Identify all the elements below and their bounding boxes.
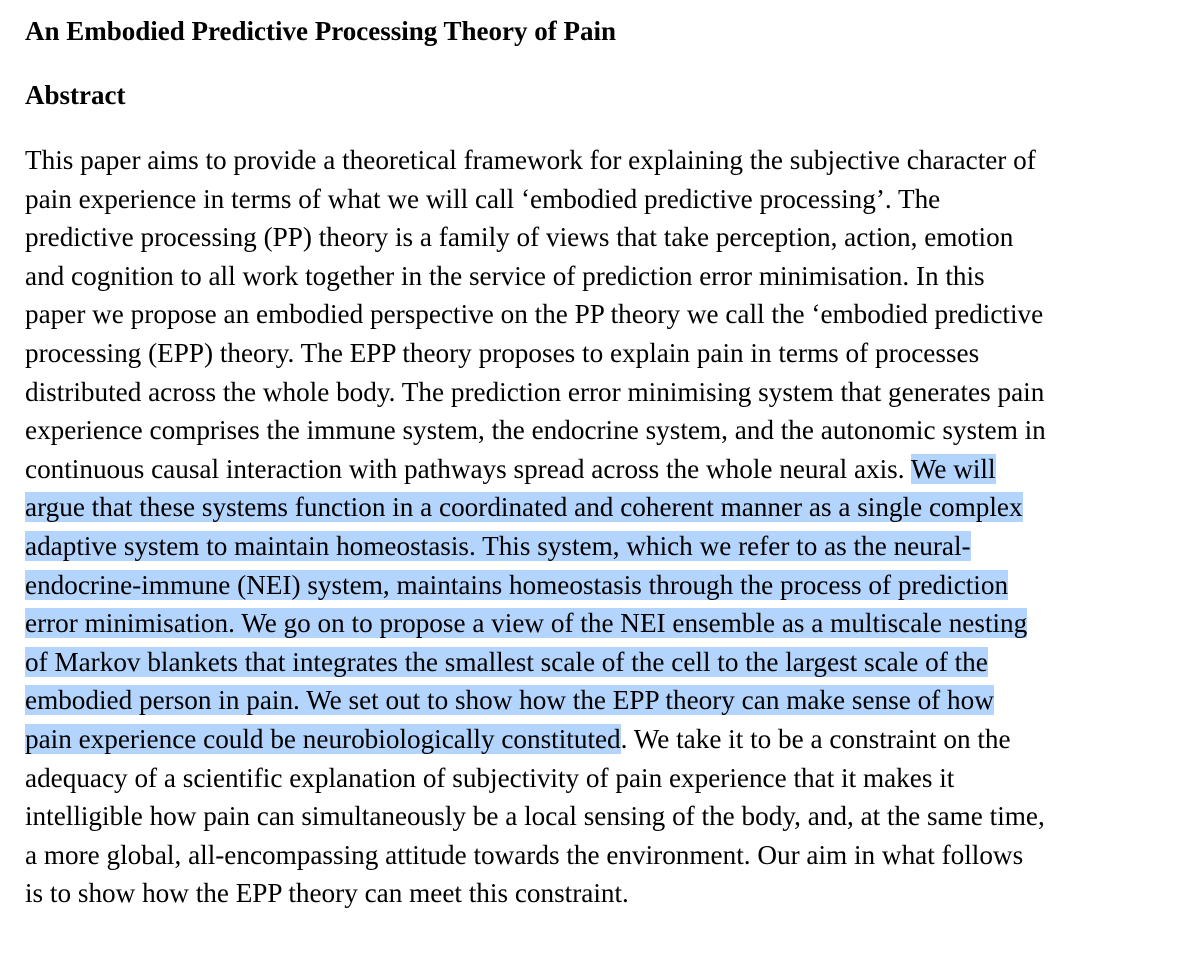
abstract-line xyxy=(25,836,1185,875)
abstract-heading: Abstract xyxy=(25,80,126,110)
abstract-line xyxy=(25,141,1185,180)
highlighted-selection: embodied person in pain. We set out to show how the EPP theory can make sense of how xyxy=(25,685,994,716)
text-segment: intelligible how pain can simultaneously be a local sensing of the body, and, at the same time, xyxy=(25,801,1045,832)
highlighted-selection: error minimisation. We go on to propose a view of the NEI ensemble as a multiscale nesting xyxy=(25,608,1028,639)
abstract-line xyxy=(25,180,1185,219)
abstract-line xyxy=(25,797,1185,836)
text-segment: adequacy of a scientific explanation of subjectivity of pain experience that it makes it xyxy=(25,762,955,793)
abstract-line xyxy=(25,450,1185,489)
abstract-line xyxy=(25,604,1185,643)
text-segment: experience comprises the immune system, the endocrine system, and the autonomic system in xyxy=(25,415,1046,446)
text-segment: predictive processing (PP) theory is a family of views that take perception, action, emotion xyxy=(25,222,1014,253)
paper-title: An Embodied Predictive Processing Theory of Pain xyxy=(25,16,616,46)
abstract-line xyxy=(25,643,1185,682)
highlighted-selection: adaptive system to maintain homeostasis. This system, which we refer to as the neural- xyxy=(25,530,971,561)
highlighted-selection: argue that these systems function in a coordinated and coherent manner as a single complex xyxy=(25,492,1023,523)
text-segment: processing (EPP) theory. The EPP theory proposes to explain pain in terms of processes xyxy=(25,337,980,368)
highlighted-selection: of Markov blankets that integrates the smallest scale of the cell to the largest scale of the xyxy=(25,646,988,677)
highlighted-selection: endocrine-immune (NEI) system, maintains homeostasis through the process of prediction xyxy=(25,569,1009,600)
abstract-line xyxy=(25,566,1185,605)
abstract-line xyxy=(25,874,1185,913)
text-segment: This paper aims to provide a theoretical framework for explaining the subjective character of xyxy=(25,145,1036,175)
abstract-line xyxy=(25,759,1185,798)
abstract-body[interactable] xyxy=(25,141,1185,913)
abstract-line xyxy=(25,334,1185,373)
text-segment: is to show how the EPP theory can meet this constraint. xyxy=(25,878,629,909)
text-segment: paper we propose an embodied perspective on the PP theory we call the ‘embodied predictive xyxy=(25,299,1044,330)
highlighted-selection: We will xyxy=(910,453,996,484)
text-segment: a more global, all-encompassing attitude towards the environment. Our aim in what follows xyxy=(25,839,1024,870)
document-page xyxy=(25,12,1185,913)
abstract-line xyxy=(25,527,1185,566)
abstract-line xyxy=(25,488,1185,527)
text-segment: continuous causal interaction with pathways spread across the whole neural axis. xyxy=(25,453,911,484)
abstract-line xyxy=(25,720,1185,759)
abstract-line xyxy=(25,681,1185,720)
text-segment: distributed across the whole body. The prediction error minimising system that generates pain xyxy=(25,376,1045,407)
highlighted-selection: pain experience could be neurobiologically constituted xyxy=(25,723,621,754)
text-segment: and cognition to all work together in the service of prediction error minimisation. In this xyxy=(25,260,985,291)
abstract-line xyxy=(25,218,1185,257)
abstract-line xyxy=(25,373,1185,412)
abstract-line xyxy=(25,295,1185,334)
text-segment: . We take it to be a constraint on the xyxy=(620,723,1011,754)
abstract-line xyxy=(25,411,1185,450)
text-segment: pain experience in terms of what we will call ‘embodied predictive processing’. The xyxy=(25,183,941,214)
abstract-line xyxy=(25,257,1185,296)
